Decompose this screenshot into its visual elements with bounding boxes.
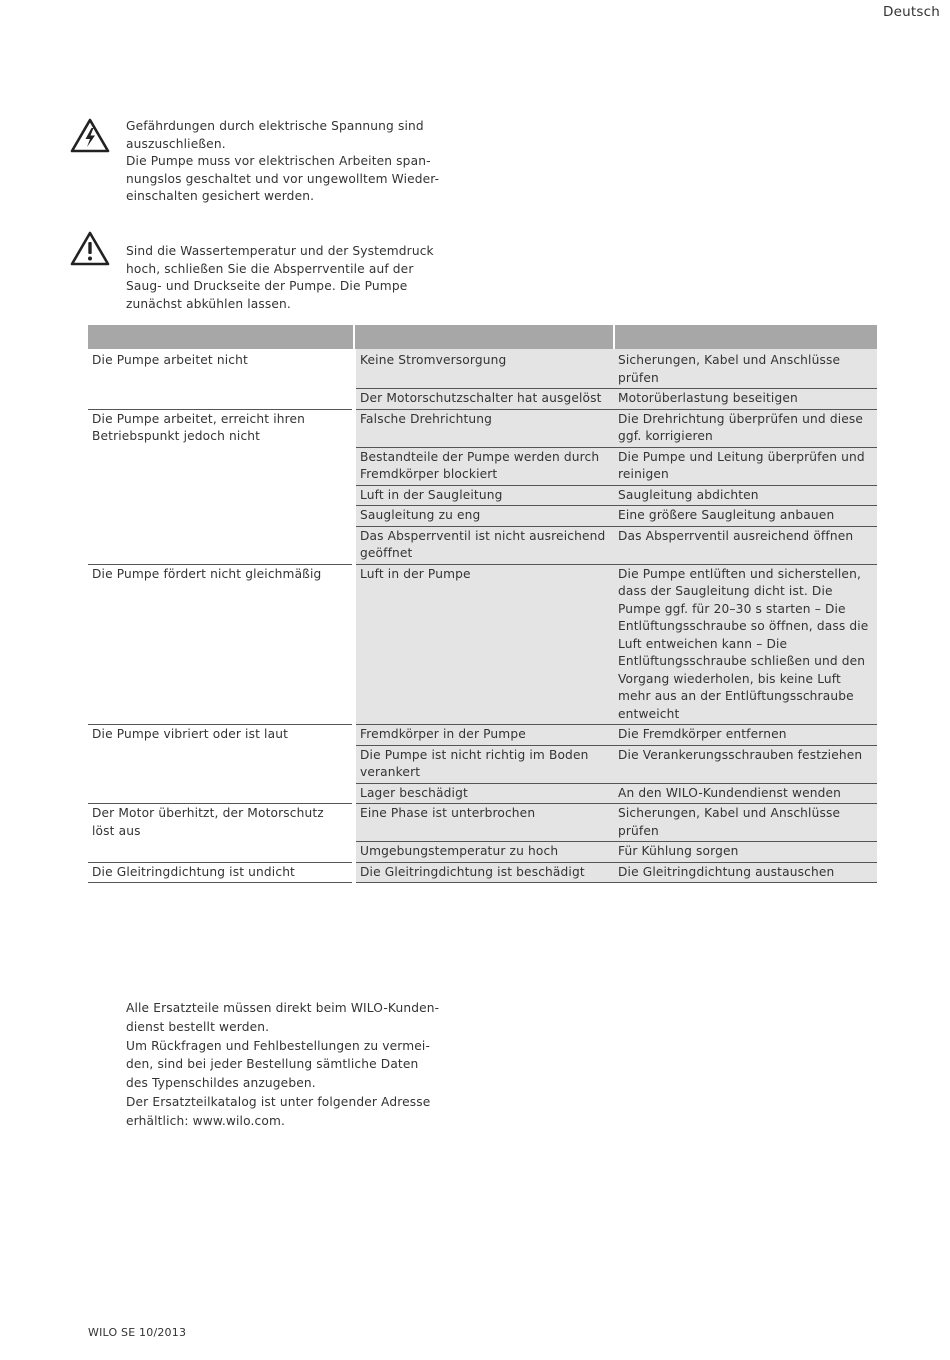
fault-table — [88, 325, 877, 883]
remedy-cell: Die Gleitringdichtung austauschen — [614, 862, 877, 883]
spare-parts-line: dienst bestellt werden. — [126, 1019, 270, 1034]
remedy-cell: Saugleitung abdichten — [614, 485, 877, 506]
fault-cell: Die Pumpe arbeitet nicht — [88, 349, 354, 409]
remedy-cell: Sicherungen, Kabel und Anschlüsse prüfen — [614, 349, 877, 389]
table-row — [88, 564, 877, 725]
electric-hazard-icon — [70, 118, 110, 154]
footer-text: WILO SE 10/2013 — [88, 1326, 187, 1339]
warning-line: Sind die Wassertemperatur und der Systemdruck — [126, 244, 434, 258]
remedy-cell: Motorüberlastung beseitigen — [614, 389, 877, 410]
remedy-cell: Für Kühlung sorgen — [614, 842, 877, 863]
cause-cell: Eine Phase ist unterbrochen — [354, 804, 614, 842]
cause-cell: Keine Stromversorgung — [354, 349, 614, 389]
cause-cell: Das Absperrventil ist nicht ausreichend geöffnet — [354, 526, 614, 564]
table-row — [88, 804, 877, 842]
cause-cell: Falsche Drehrichtung — [354, 409, 614, 447]
header-fault — [88, 325, 354, 349]
remedy-cell: An den WILO-Kundendienst wenden — [614, 783, 877, 804]
spare-parts-line: Um Rückfragen und Fehlbestellungen zu vermei- — [126, 1038, 431, 1053]
table-row — [88, 349, 877, 389]
cause-cell: Luft in der Saugleitung — [354, 485, 614, 506]
spare-parts-line: des Typenschildes anzugeben. — [126, 1076, 316, 1091]
fault-cell: Die Pumpe fördert nicht gleichmäßig — [88, 564, 354, 725]
table-row — [88, 409, 877, 447]
fault-cell: Die Gleitringdichtung ist undicht — [88, 862, 354, 883]
language-label: Deutsch — [883, 4, 940, 20]
cause-cell: Luft in der Pumpe — [354, 564, 614, 725]
fault-cell: Die Pumpe arbeitet, erreicht ihren Betriebspunkt jedoch nicht — [88, 409, 354, 564]
table-row — [88, 725, 877, 746]
remedy-cell: Die Drehrichtung überprüfen und diese ggf. korrigieren — [614, 409, 877, 447]
cause-cell: Lager beschädigt — [354, 783, 614, 804]
cause-cell: Die Pumpe ist nicht richtig im Boden verankert — [354, 745, 614, 783]
header-remedy — [614, 325, 877, 349]
warning-line: hoch, schließen Sie die Absperrventile auf der — [126, 261, 414, 276]
cause-cell: Fremdkörper in der Pumpe — [354, 725, 614, 746]
warning-line: auszuschließen. — [126, 136, 226, 151]
warning-line: einschalten gesichert werden. — [126, 189, 315, 203]
warning-line: zunächst abkühlen lassen. — [126, 296, 291, 311]
cause-cell: Saugleitung zu eng — [354, 506, 614, 527]
cause-cell: Der Motorschutzschalter hat ausgelöst — [354, 389, 614, 410]
spare-parts-line: erhältlich: www.wilo.com. — [126, 1113, 285, 1128]
warning-line: Die Pumpe muss vor elektrischen Arbeiten span- — [126, 154, 431, 168]
remedy-cell: Das Absperrventil ausreichend öffnen — [614, 526, 877, 564]
spare-parts-line: Der Ersatzteilkatalog ist unter folgender Adresse — [126, 1094, 431, 1109]
table-row — [88, 862, 877, 883]
remedy-cell: Sicherungen, Kabel und Anschlüsse prüfen — [614, 804, 877, 842]
warning-line: nungslos geschaltet und vor ungewolltem Wieder- — [126, 171, 440, 186]
remedy-cell: Die Pumpe entlüften und sicherstellen, dass der Saugleitung dicht ist. Die Pumpe ggf. für 20–30 s starten – Die Entlüftungsschraube so öffnen, dass die Luft entweichen kann – Die Entlüftungsschraube schließen und den Vorgang wiederholen, bis keine Luft mehr aus an der Entlüftungsschraube entweicht — [614, 564, 877, 725]
spare-parts-line: Alle Ersatzteile müssen direkt beim WILO-Kunden- — [126, 1001, 440, 1015]
cause-cell: Bestandteile der Pumpe werden durch Fremdkörper blockiert — [354, 447, 614, 485]
cause-cell: Die Gleitringdichtung ist beschädigt — [354, 862, 614, 883]
spare-parts-text — [126, 999, 456, 1131]
remedy-cell: Die Pumpe und Leitung überprüfen und reinigen — [614, 447, 877, 485]
table-header-row — [88, 325, 877, 349]
general-warning-icon — [70, 231, 110, 267]
fault-cell: Die Pumpe vibriert oder ist laut — [88, 725, 354, 804]
spare-parts-line: den, sind bei jeder Bestellung sämtliche Daten — [126, 1057, 419, 1072]
remedy-cell: Die Fremdkörper entfernen — [614, 725, 877, 746]
warning-line: Saug- und Druckseite der Pumpe. Die Pumpe — [126, 279, 408, 293]
header-cause — [354, 325, 614, 349]
warning-line: Gefährdungen durch elektrische Spannung sind — [126, 119, 424, 133]
cause-cell: Umgebungstemperatur zu hoch — [354, 842, 614, 863]
remedy-cell: Eine größere Saugleitung anbauen — [614, 506, 877, 527]
fault-cell: Der Motor überhitzt, der Motorschutz löst aus — [88, 804, 354, 863]
remedy-cell: Die Verankerungsschrauben festziehen — [614, 745, 877, 783]
